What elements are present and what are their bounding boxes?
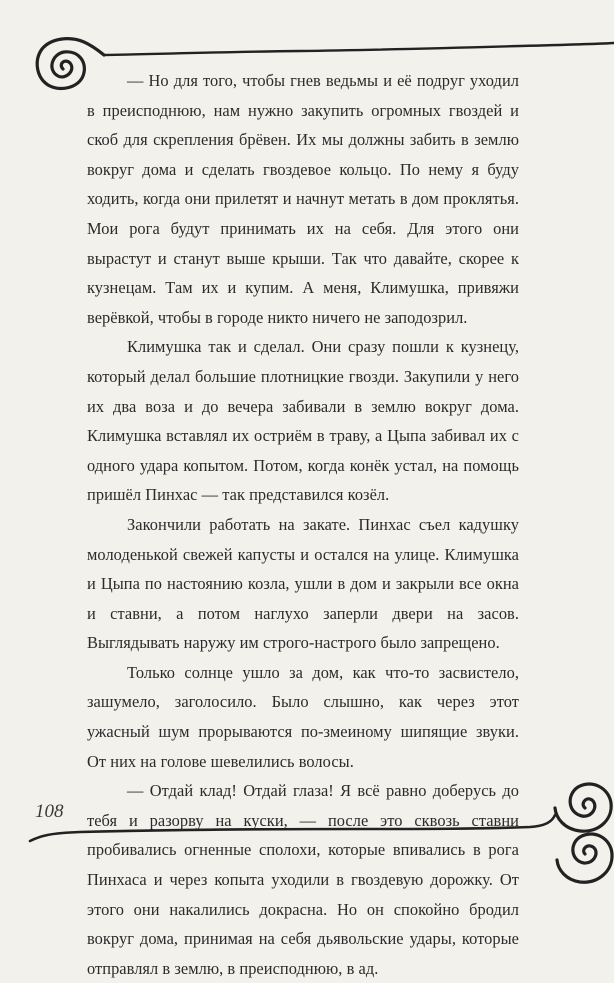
double-spiral-icon <box>555 784 612 882</box>
page-number: 108 <box>35 801 64 822</box>
body-text <box>87 66 519 983</box>
paragraph: — Отдай клад! Отдай глаза! Я всё равно доберусь до тебя и разорву на куски, — после это сквозь ставни пробивались огненные сполохи, которые впивались в рога Пинхаса и через копыта уходили в гвоздевую дорожку. От этого они накалились докрасна. Но он спокойно бродил вокруг дома, принимая на себя дьявольские удары, которые отправлял в землю, в преисподнюю, в ад. <box>87 781 519 978</box>
paragraph: Только солнце ушло за дом, как что-то засвистело, зашумело, заголосило. Было слышно, как через этот ужасный шум прорываются по-змеиному шипящие звуки. От них на голове шевелились волосы. <box>87 662 519 771</box>
paragraph: — Но для того, чтобы гнев ведьмы и её подруг уходил в преисподнюю, нам нужно закупить огромных гвоздей и скоб для скрепления брёвен. Их мы должны забить в землю вокруг дома и сделать гвоздевое кольцо. По нему я буду ходить, когда они прилетят и начнут метать в дом проклятья. Мои рога будут принимать их на себя. Для этого они вырастут и станут выше крыши. Так что давайте, скорее к кузнецам. Там их и купим. А меня, Климушка, привяжи верёвкой, чтобы в городе никто ничего не заподозрил. <box>87 71 519 327</box>
paragraph: Закончили работать на закате. Пинхас съел кадушку молоденькой свежей капусты и остался на улице. Климушка и Цыпа по настоянию козла, ушли в дом и закрыли все окна и ставни, а потом наглухо заперли двери на засов. Выглядывать наружу им строго-настрого было запрещено. <box>87 514 519 653</box>
paragraph: Климушка так и сделал. Они сразу пошли к кузнецу, который делал большие плотницкие гвозди. Закупили у него их два воза и до вечера забивали в землю вокруг дома. Климушка вставлял их остриём в траву, а Цыпа забивал их с одного удара копытом. Потом, когда конёк устал, на помощь пришёл Пинхас — так представился козёл. <box>87 337 519 505</box>
